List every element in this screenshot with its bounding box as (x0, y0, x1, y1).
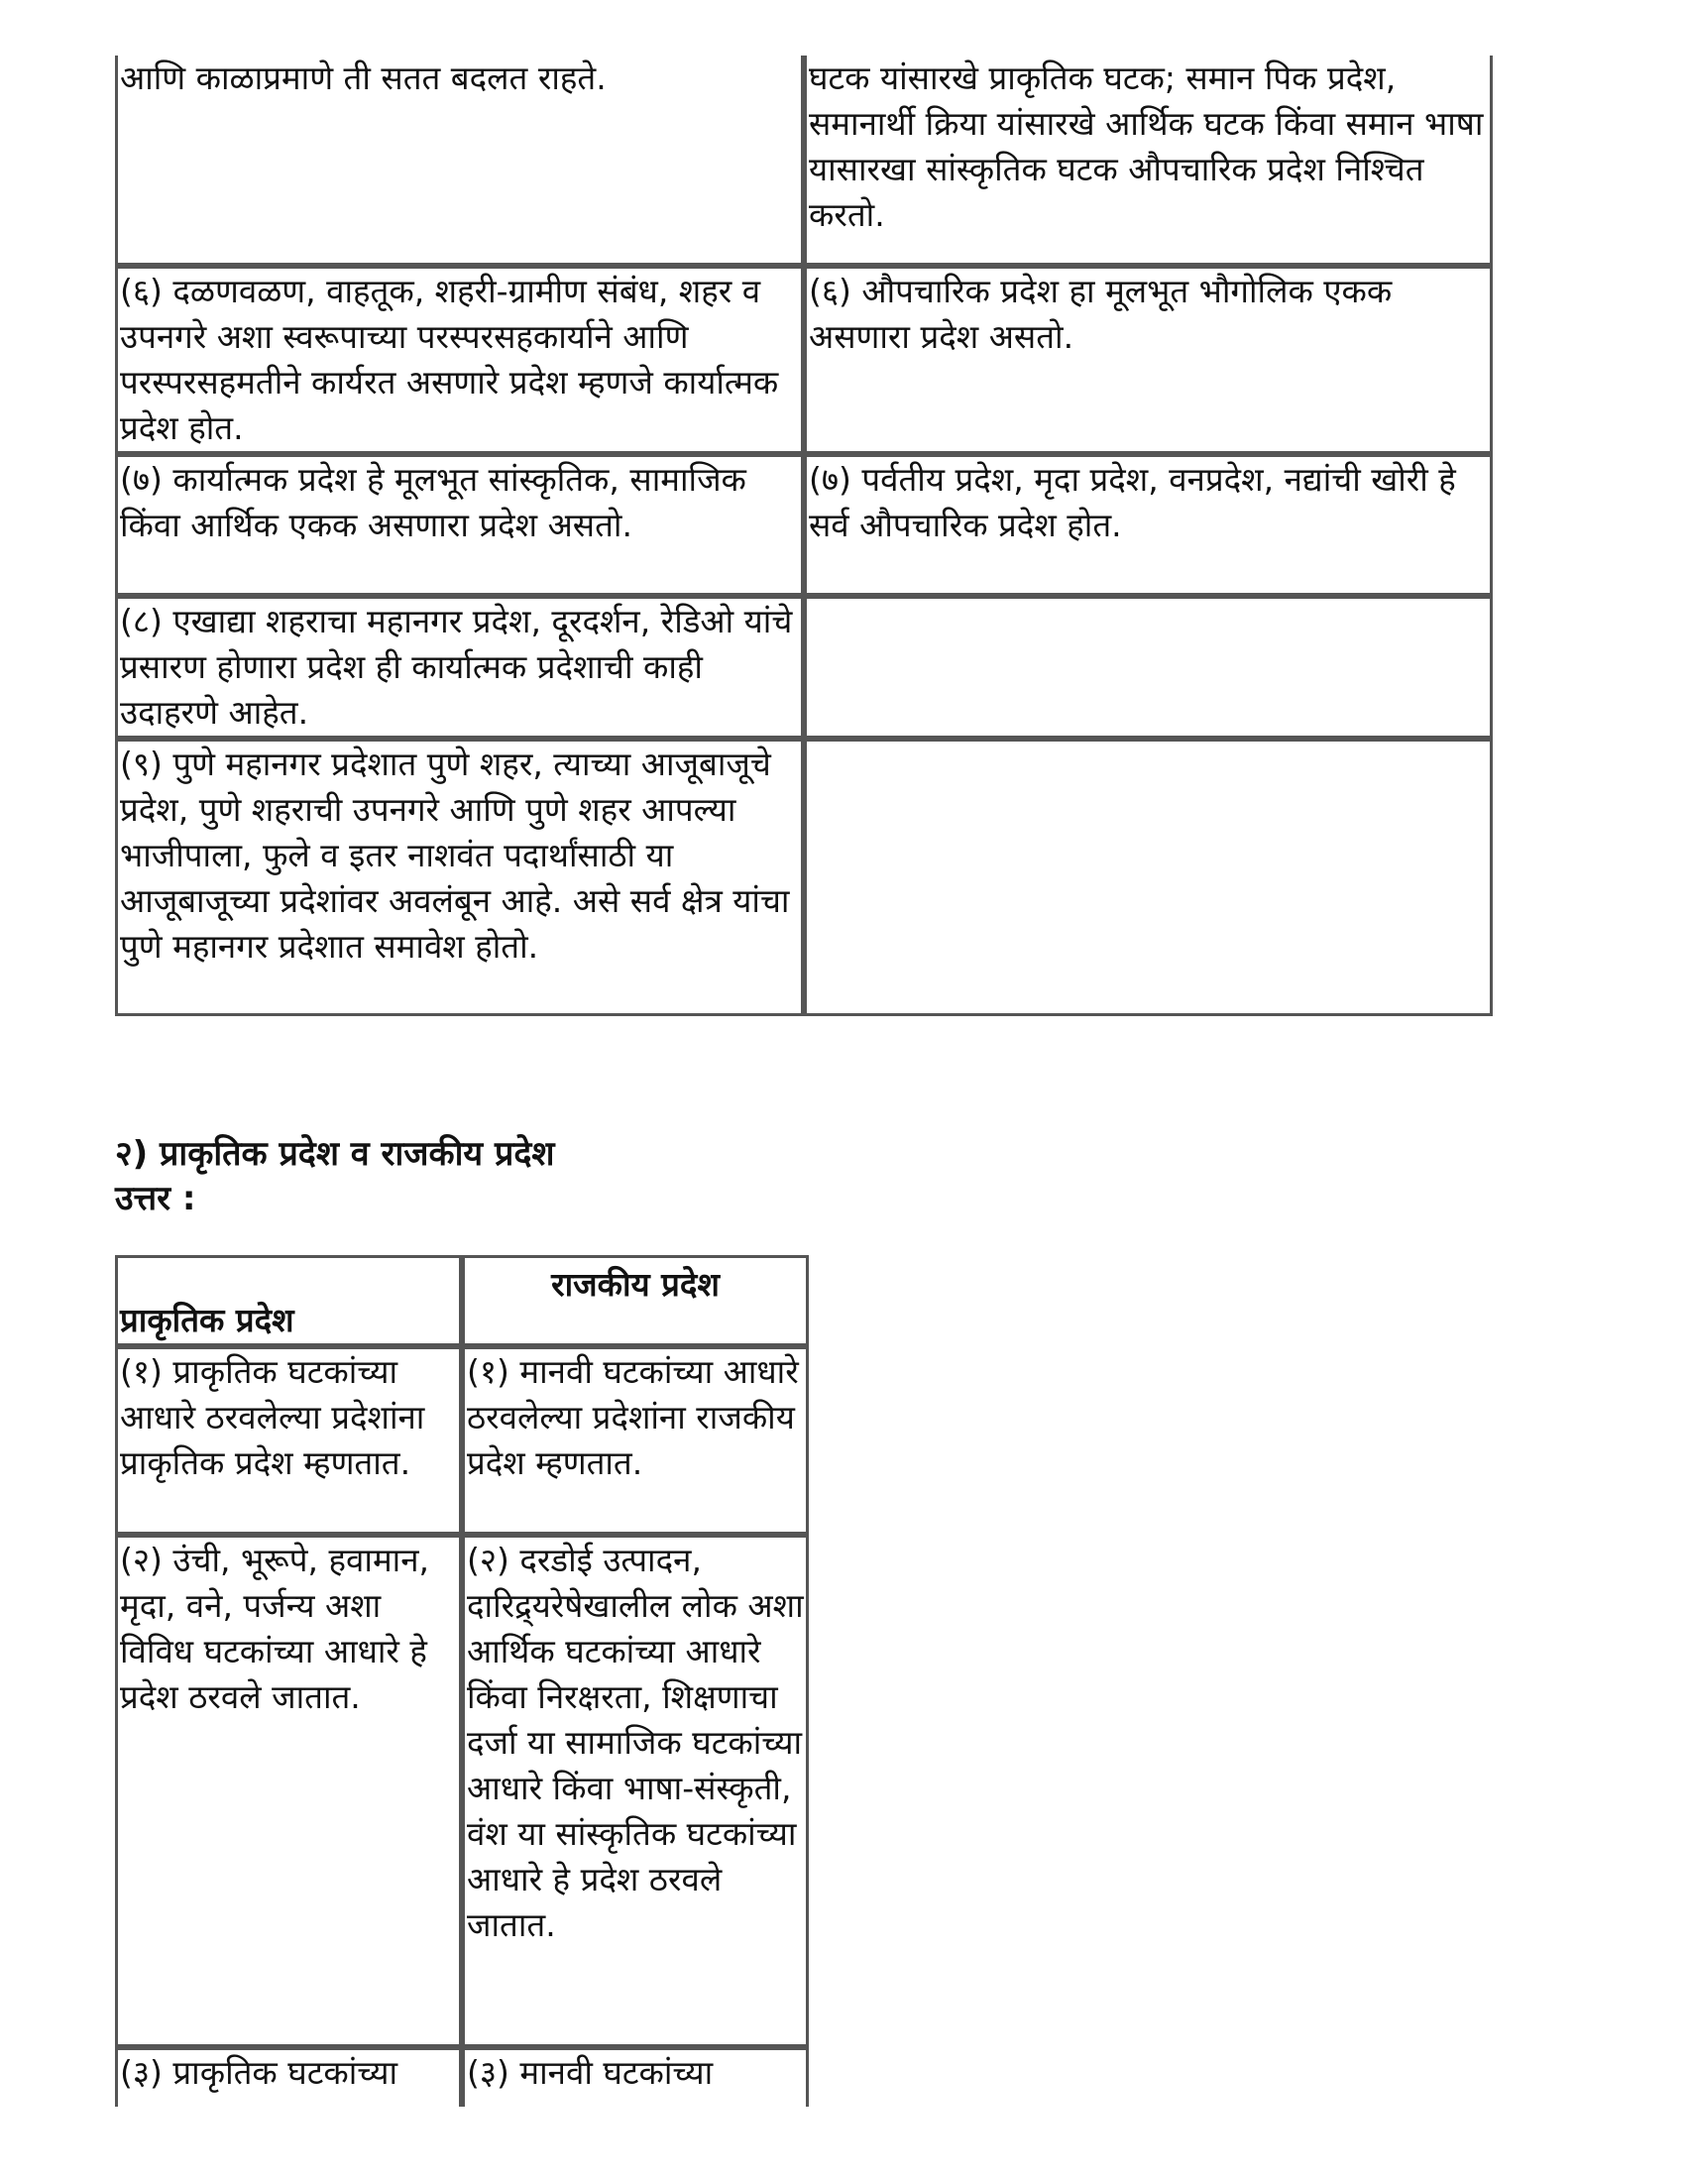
table-cell: (८) एखाद्या शहराचा महानगर प्रदेश, दूरदर्शन, रेडिओ यांचे प्रसारण होणारा प्रदेश ही कार्यात्मक प्रदेशाची काही उदाहरणे आहेत. (115, 596, 804, 739)
comparison-table-functional-formal (115, 56, 1493, 1016)
table-row (115, 1535, 809, 2047)
table-row (115, 739, 1493, 1016)
table-cell: (१) मानवी घटकांच्या आधारे ठरवलेल्या प्रदेशांना राजकीय प्रदेश म्हणतात. (462, 1346, 809, 1535)
table-row (115, 56, 1493, 266)
comparison-table-natural-political (115, 1255, 809, 2107)
table-cell: घटक यांसारखे प्राकृतिक घटक; समान पिक प्रदेश, समानार्थी क्रिया यांसारखे आर्थिक घटक किंवा समान भाषा यासारखा सांस्कृतिक घटक औपचारिक प्रदेश निश्चित करतो. (804, 56, 1493, 266)
table-row (115, 596, 1493, 739)
table-row (115, 454, 1493, 596)
table-cell: (१) प्राकृतिक घटकांच्या आधारे ठरवलेल्या प्रदेशांना प्राकृतिक प्रदेश म्हणतात. (115, 1346, 462, 1535)
table-cell: (३) मानवी घटकांच्या (462, 2047, 809, 2107)
table-cell: (६) दळणवळण, वाहतूक, शहरी-ग्रामीण संबंध, शहर व उपनगरे अशा स्वरूपाच्या परस्परसहकार्याने आणि परस्परसहमतीने कार्यरत असणारे प्रदेश म्हणजे कार्यात्मक प्रदेश होत. (115, 266, 804, 454)
column-header: प्राकृतिक प्रदेश (115, 1255, 462, 1346)
table-cell: (२) उंची, भूरूपे, हवामान, मृदा, वने, पर्जन्य अशा विविध घटकांच्या आधारे हे प्रदेश ठरवले जातात. (115, 1535, 462, 2047)
question-title: २) प्राकृतिक प्रदेश व राजकीय प्रदेश (115, 1134, 555, 1174)
column-header: राजकीय प्रदेश (462, 1255, 809, 1346)
table-row (115, 266, 1493, 454)
table-cell: (६) औपचारिक प्रदेश हा मूलभूत भौगोलिक एकक असणारा प्रदेश असतो. (804, 266, 1493, 454)
table-cell: (९) पुणे महानगर प्रदेशात पुणे शहर, त्याच्या आजूबाजूचे प्रदेश, पुणे शहराची उपनगरे आणि पुणे शहर आपल्या भाजीपाला, फुले व इतर नाशवंत पदार्थांसाठी या आजूबाजूच्या प्रदेशांवर अवलंबून आहे. असे सर्व क्षेत्र यांचा पुणे महानगर प्रदेशात समावेश होतो. (115, 739, 804, 1016)
table-cell (804, 739, 1493, 1016)
section-heading (115, 1132, 555, 1221)
table-row (115, 1346, 809, 1535)
table-cell: (३) प्राकृतिक घटकांच्या (115, 2047, 462, 2107)
answer-label: उत्तर : (115, 1179, 196, 1218)
table-cell: (७) पर्वतीय प्रदेश, मृदा प्रदेश, वनप्रदेश, नद्यांची खोरी हे सर्व औपचारिक प्रदेश होत. (804, 454, 1493, 596)
table-cell (804, 596, 1493, 739)
table-cell: (७) कार्यात्मक प्रदेश हे मूलभूत सांस्कृतिक, सामाजिक किंवा आर्थिक एकक असणारा प्रदेश असतो. (115, 454, 804, 596)
table-cell: आणि काळाप्रमाणे ती सतत बदलत राहते. (115, 56, 804, 266)
table-row (115, 2047, 809, 2107)
table-cell: (२) दरडोई उत्पादन, दारिद्र्यरेषेखालील लोक अशा आर्थिक घटकांच्या आधारे किंवा निरक्षरता, शिक्षणाचा दर्जा या सामाजिक घटकांच्या आधारे किंवा भाषा-संस्कृती, वंश या सांस्कृतिक घटकांच्या आधारे हे प्रदेश ठरवले जातात. (462, 1535, 809, 2047)
table-header-row (115, 1255, 809, 1346)
